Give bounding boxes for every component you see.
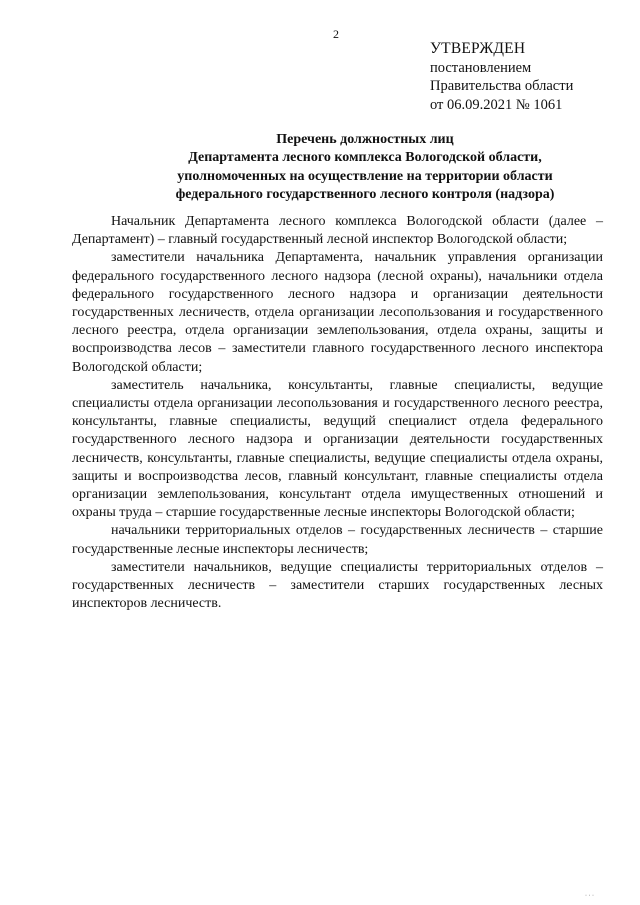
body-paragraph: начальники территориальных отделов – государственных лесничеств – старшие государственные лесные инспекторы лесничеств; bbox=[72, 523, 603, 557]
approval-stamp bbox=[430, 40, 630, 114]
title-line: уполномоченных на осуществление на территории области bbox=[177, 168, 553, 184]
approval-line: постановлением bbox=[430, 59, 532, 76]
title-line: федерального государственного лесного контроля (надзора) bbox=[175, 186, 555, 202]
document-title bbox=[60, 131, 640, 204]
scan-mark: · · · bbox=[585, 893, 594, 899]
body-paragraph: заместители начальника Департамента, начальник управления организации федерального государственного лесного надзора (лесной охраны), начальники отдела федерального государственного лесного надзора и организации деятельности государственных лесничеств, отдела организации лесопользования и государственного лесного реестра, отдела организации землепользования, отдела охраны, защиты и воспроизводства лесов – заместители главного государственного лесного инспектора Вологодской области; bbox=[72, 250, 603, 375]
body-paragraph: заместители начальников, ведущие специалисты территориальных отделов – государственных лесничеств – заместители старших государственных лесных инспекторов лесничеств. bbox=[72, 559, 603, 612]
document-body bbox=[72, 213, 603, 613]
body-paragraph: Начальник Департамента лесного комплекса Вологодской области (далее – Департамент) – главный государственный лесной инспектор Вологодской области; bbox=[72, 214, 603, 248]
title-line: Перечень должностных лиц bbox=[276, 132, 454, 147]
title-line: Департамента лесного комплекса Вологодской области, bbox=[188, 150, 542, 166]
approval-date: от 06.09.2021 № 1061 bbox=[430, 96, 563, 113]
body-paragraph: заместитель начальника, консультанты, главные специалисты, ведущие специалисты отдела организации лесопользования и государственного лесного реестра, консультанты, главные специалисты, ведущий специалист отдела федерального государственного лесного надзора и организации деятельности государственных лесничеств, консультанты, главные специалисты, ведущие специалисты отдела охраны, защиты и воспроизводства лесов, главный консультант, главные специалисты отдела организации землепользования, консультант отдела имущественных отношений и охраны труда – старшие государственные лесные инспекторы Вологодской области; bbox=[72, 377, 603, 521]
approval-title: УТВЕРЖДЕН bbox=[430, 40, 526, 57]
approval-line: Правительства области bbox=[430, 78, 574, 94]
page-number: 2 bbox=[333, 27, 339, 41]
